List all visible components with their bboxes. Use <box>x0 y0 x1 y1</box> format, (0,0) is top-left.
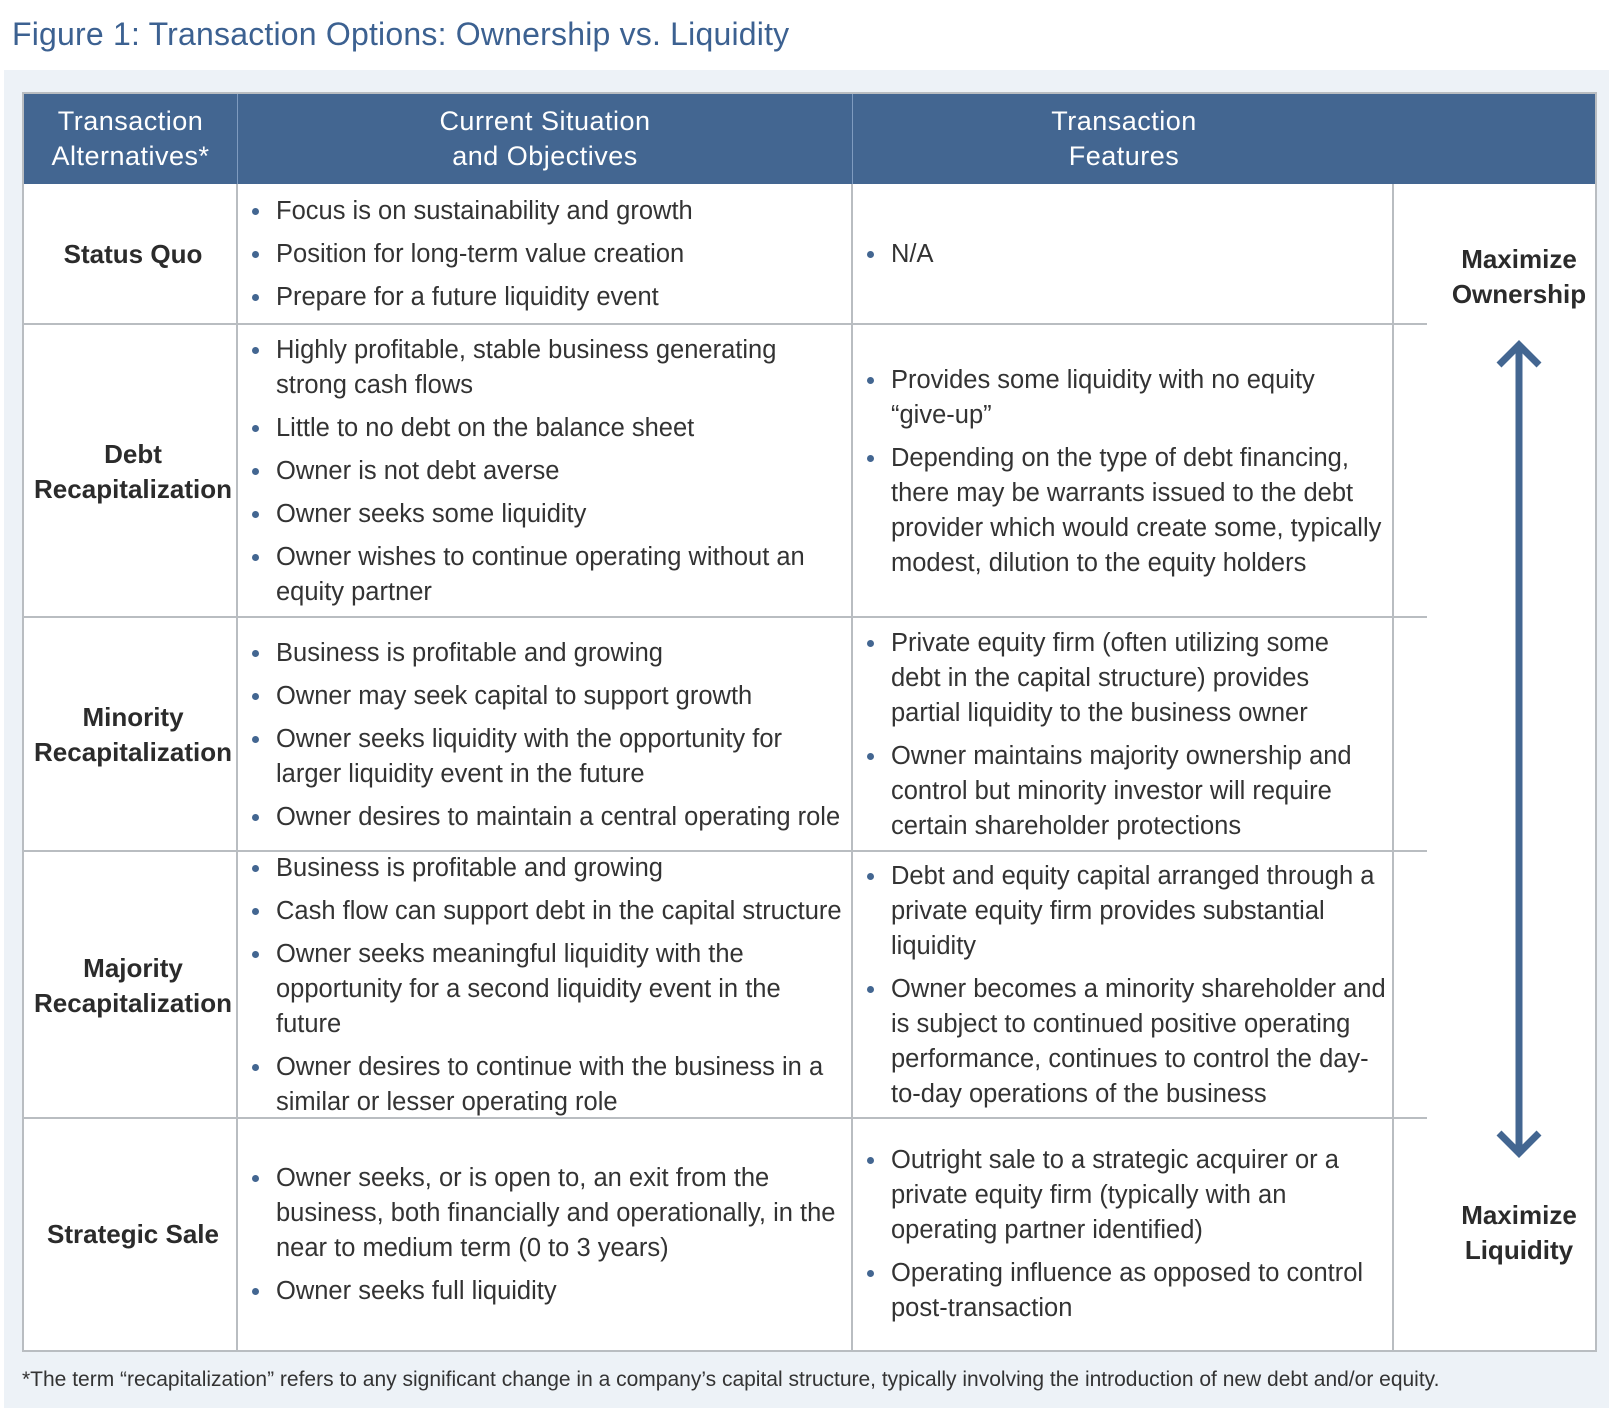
list-item: Owner seeks some liquidity <box>252 497 852 532</box>
list-item: Business is profitable and growing <box>252 636 852 671</box>
list-item: Owner seeks meaningful liquidity with the opportunity for a second liquidity event in the future <box>252 937 852 1042</box>
features-list <box>867 626 1382 844</box>
figure-title: Figure 1: Transaction Options: Ownership vs. Liquidity <box>12 16 790 52</box>
list-item: Cash flow can support debt in the capital structure <box>252 894 852 929</box>
features-cell <box>867 184 1392 324</box>
list-item: Owner desires to continue with the business in a similar or lesser operating role <box>252 1050 852 1120</box>
list-item: Owner wishes to continue operating without an equity partner <box>252 540 852 610</box>
list-item: Owner becomes a minority shareholder and is subject to continued positive operating performance, continues to control the day-to-day operations of the business <box>867 972 1387 1112</box>
list-item: Owner seeks, or is open to, an exit from the business, both financially and operationally, in the near to medium term (0 to 3 years) <box>252 1161 852 1266</box>
features-cell <box>867 325 1382 618</box>
table-header <box>24 94 1595 184</box>
maximize-ownership-label: Maximize Ownership <box>1451 244 1587 309</box>
alternative-debt-recapitalization: Debt Recapitalization <box>34 438 232 504</box>
features-cell <box>867 618 1382 852</box>
alternative-status-quo: Status Quo <box>63 238 203 269</box>
table-row <box>24 1119 1427 1350</box>
list-item: Highly profitable, stable business generating strong cash flows <box>252 333 852 403</box>
alternative-majority-recapitalization: Majority Recapitalization <box>34 952 232 1018</box>
list-item: Private equity firm (often utilizing some debt in the capital structure) provides partial liquidity to the business owner <box>867 626 1382 731</box>
header-current-situation: Current Situation and Objectives <box>439 106 651 171</box>
features-list <box>867 237 934 272</box>
list-item: Owner maintains majority ownership and control but minority investor will require certain shareholder protections <box>867 739 1382 844</box>
list-item: Debt and equity capital arranged through a private equity firm provides substantial liquidity <box>867 859 1387 964</box>
situation-cell <box>252 325 852 618</box>
header-transaction-features: Transaction Features <box>1051 106 1197 171</box>
list-item: Outright sale to a strategic acquirer or a private equity firm (typically with an operating partner identified) <box>867 1143 1382 1248</box>
list-item: N/A <box>867 237 934 272</box>
alternative-minority-recapitalization: Minority Recapitalization <box>34 702 232 767</box>
list-item: Little to no debt on the balance sheet <box>252 411 852 446</box>
list-item: Owner is not debt averse <box>252 454 852 489</box>
alternative-strategic-sale: Strategic Sale <box>47 1219 219 1249</box>
features-list <box>867 1143 1382 1326</box>
table-row <box>24 852 1427 1119</box>
list-item: Operating influence as opposed to control post-transaction <box>867 1256 1382 1326</box>
table-row <box>24 184 1427 324</box>
list-item: Provides some liquidity with no equity “give-up” <box>867 363 1382 433</box>
situation-cell <box>252 618 852 852</box>
situation-cell <box>252 1119 852 1350</box>
list-item: Depending on the type of debt financing, there may be warrants issued to the debt provider which would create some, typically modest, dilution to the equity holders <box>867 441 1382 581</box>
features-cell <box>867 852 1387 1119</box>
situation-list <box>252 194 693 315</box>
transaction-table <box>22 92 1597 1352</box>
list-item: Owner seeks liquidity with the opportunity for larger liquidity event in the future <box>252 722 852 792</box>
features-list <box>867 859 1387 1112</box>
double-arrow-icon <box>1494 339 1544 1159</box>
situation-list <box>252 851 852 1120</box>
list-item: Focus is on sustainability and growth <box>252 194 693 229</box>
maximize-liquidity-label: Maximize Liquidity <box>1461 1200 1577 1265</box>
list-item: Owner may seek capital to support growth <box>252 679 852 714</box>
list-item: Owner desires to maintain a central operating role <box>252 800 852 835</box>
table-row <box>24 618 1427 852</box>
list-item: Business is profitable and growing <box>252 851 852 886</box>
features-cell <box>867 1119 1382 1350</box>
list-item: Prepare for a future liquidity event <box>252 280 693 315</box>
list-item: Position for long-term value creation <box>252 237 693 272</box>
situation-list <box>252 333 852 610</box>
header-transaction-alternatives: Transaction Alternatives* <box>51 106 210 171</box>
features-list <box>867 363 1382 581</box>
table-row <box>24 325 1427 618</box>
footnote: *The term “recapitalization” refers to any significant change in a company’s capital structure, typically involving the introduction of new debt and/or equity. <box>22 1368 1440 1391</box>
situation-cell <box>252 184 852 324</box>
situation-cell <box>252 852 852 1119</box>
situation-list <box>252 1161 852 1309</box>
list-item: Owner seeks full liquidity <box>252 1274 852 1309</box>
situation-list <box>252 636 852 835</box>
